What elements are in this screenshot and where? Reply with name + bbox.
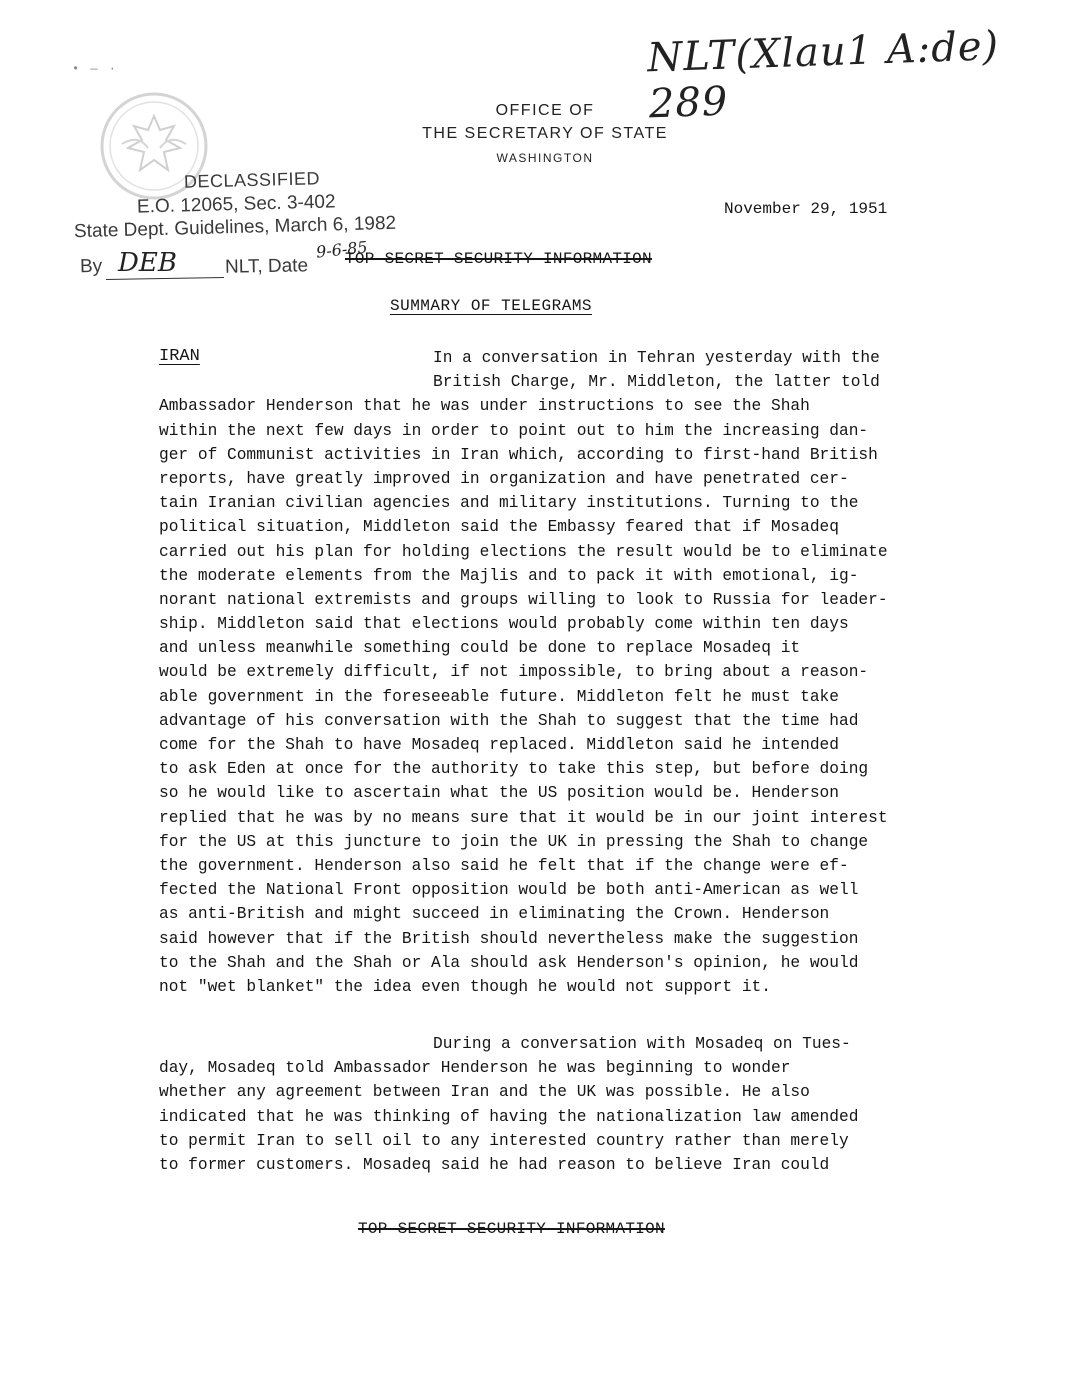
letterhead-line-3: WASHINGTON (496, 151, 594, 165)
document-date: November 29, 1951 (724, 200, 888, 218)
declassified-stamp: DECLASSIFIED (183, 168, 321, 192)
paragraph-line: whether any agreement between Iran and the UK was possible. He also (159, 1083, 810, 1102)
by-initials: DEB (118, 248, 177, 278)
paragraph-line: carried out his plan for holding elections the result would be to eliminate (159, 542, 888, 561)
paragraph-line: within the next few days in order to point out to him the increasing dan- (159, 421, 869, 440)
document-title: SUMMARY OF TELEGRAMS (390, 297, 593, 315)
section-heading: IRAN (159, 347, 200, 366)
paragraph-line: replied that he was by no means sure that it would be in our joint interest (159, 808, 888, 827)
paragraph-line: reports, have greatly improved in organization and have penetrated cer- (159, 469, 849, 488)
paragraph-line: would be extremely difficult, if not impossible, to bring about a reason- (159, 663, 869, 682)
paragraph-line: political situation, Middleton said the Embassy feared that if Mosadeq (159, 518, 839, 537)
paragraph-line: ship. Middleton said that elections would probably come within ten days (159, 615, 849, 634)
nlt-date-label: NLT, Date (224, 255, 309, 278)
handwritten-file-reference: NLT(Xlau1 A:de) 289 (646, 23, 1000, 128)
paragraph-1 (159, 346, 888, 999)
paragraph-line: not "wet blanket" the idea even though he would not support it. (159, 977, 771, 996)
paragraph-line: to former customers. Mosadeq said he had reason to believe Iran could (159, 1155, 830, 1174)
paragraph-line: day, Mosadeq told Ambassador Henderson he was beginning to wonder (159, 1059, 791, 1078)
paragraph-2 (159, 1032, 858, 1177)
paragraph-line: In a conversation in Tehran yesterday with the (433, 349, 880, 367)
guidelines-stamp: State Dept. Guidelines, March 6, 1982 (73, 212, 397, 243)
paragraph-line: to the Shah and the Shah or Ala should ask Henderson's opinion, he would (159, 953, 859, 972)
paragraph-line: so he would like to ascertain what the US position would be. Henderson (159, 784, 839, 803)
paragraph-line: advantage of his conversation with the Shah to suggest that the time had (159, 711, 859, 730)
classification-top: TOP SECRET SECURITY INFORMATION (345, 250, 652, 268)
letterhead-line-1: OFFICE OF (495, 102, 595, 119)
paragraph-line: for the US at this juncture to join the UK in pressing the Shah to change (159, 832, 869, 851)
paragraph-line: to permit Iran to sell oil to any interested country rather than merely (159, 1131, 849, 1150)
nlt-date-value: 9-6-85 (315, 237, 369, 262)
paragraph-line: able government in the foreseeable future. Middleton felt he must take (159, 687, 839, 706)
paragraph-line: norant national extremists and groups willing to look to Russia for leader- (159, 590, 888, 609)
paragraph-line: and unless meanwhile something could be done to replace Mosadeq it (159, 639, 801, 658)
paragraph-line: indicated that he was thinking of having the nationalization law amended (159, 1107, 859, 1126)
by-label: By (79, 255, 103, 278)
paragraph-line: to ask Eden at once for the authority to take this step, but before doing (159, 760, 869, 779)
paragraph-line: British Charge, Mr. Middleton, the latter told (433, 373, 880, 392)
paragraph-line: the government. Henderson also said he felt that if the change were ef- (159, 856, 849, 875)
paragraph-line: come for the Shah to have Mosadeq replaced. Middleton said he intended (159, 736, 839, 754)
paragraph-line: the moderate elements from the Majlis and to pack it with emotional, ig- (159, 566, 859, 585)
paragraph-line: as anti-British and might succeed in eliminating the Crown. Henderson (159, 905, 830, 924)
paragraph-line: said however that if the British should nevertheless make the suggestion (159, 929, 859, 948)
letterhead (395, 100, 695, 170)
executive-order-stamp: E.O. 12065, Sec. 3-402 (136, 191, 336, 218)
punch-mark: • — · (72, 62, 119, 76)
paragraph-line: Ambassador Henderson that he was under instructions to see the Shah (159, 397, 810, 416)
paragraph-line: fected the National Front opposition would be both anti-American as well (159, 881, 859, 900)
classification-bottom: TOP SECRET SECURITY INFORMATION (358, 1220, 665, 1238)
letterhead-line-2: THE SECRETARY OF STATE (422, 125, 668, 142)
paragraph-line: tain Iranian civilian agencies and military institutions. Turning to the (159, 494, 859, 513)
paragraph-line: During a conversation with Mosadeq on Tues- (433, 1035, 851, 1053)
paragraph-line: ger of Communist activities in Iran which, according to first-hand British (159, 445, 878, 464)
